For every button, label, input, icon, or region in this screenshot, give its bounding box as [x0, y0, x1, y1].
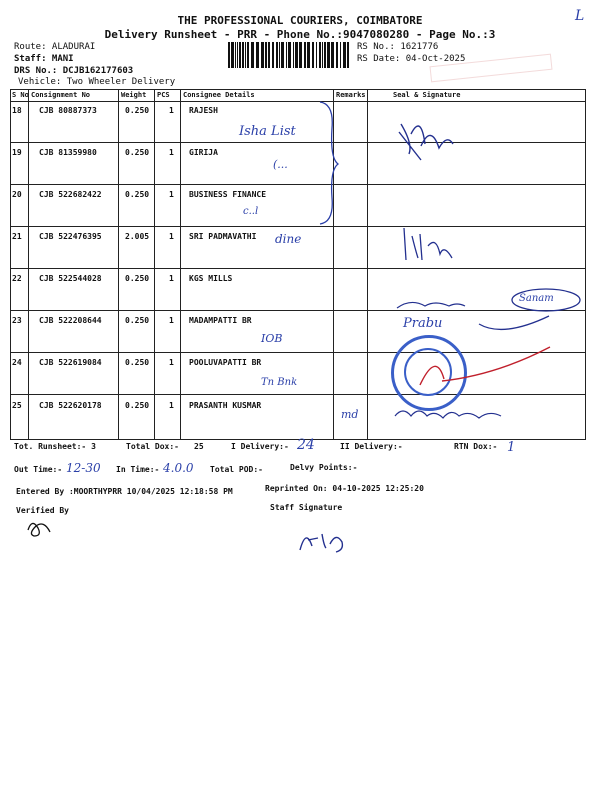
- row-pcs: 1: [169, 358, 174, 367]
- in-time-value: 4.0.0: [163, 461, 194, 475]
- out-time-value: 12-30: [66, 461, 101, 475]
- row-sno: 21: [12, 232, 22, 241]
- out-time-label: Out Time:-: [14, 465, 63, 474]
- rtn-dox-label: RTN Dox:-: [454, 442, 498, 451]
- in-time-label: In Time:-: [116, 465, 160, 474]
- row-handwritten-note: IOB: [261, 332, 283, 345]
- i-delivery-label: I Delivery:-: [231, 442, 289, 451]
- row-consignment: CJB 81359980: [39, 148, 97, 157]
- row-sno: 24: [12, 358, 22, 367]
- row-pcs: 1: [169, 190, 174, 199]
- staff-label: Staff: MANI: [14, 54, 74, 64]
- row-consignee: RAJESH: [189, 106, 218, 115]
- rs-date: RS Date: 04-Oct-2025: [357, 54, 466, 64]
- reprinted-on: Reprinted On: 04-10-2025 12:25:20: [265, 484, 424, 493]
- row-consignment: CJB 522476395: [39, 232, 102, 241]
- signature-name: Sanam: [519, 293, 554, 304]
- barcode: [227, 42, 351, 68]
- row-consignment: CJB 522682422: [39, 190, 102, 199]
- col-header-consignee: Consignee Details: [183, 91, 255, 99]
- staff-signature-label: Staff Signature: [270, 503, 343, 512]
- rs-number: RS No.: 1621776: [357, 42, 439, 52]
- row-weight: 0.250: [125, 316, 150, 325]
- row-sno: 23: [12, 316, 22, 325]
- signature-name: Prabu: [403, 316, 443, 331]
- signature-scribble: [391, 104, 481, 164]
- row-consignee: POOLUVAPATTI BR: [189, 358, 262, 367]
- tot-runsheet: Tot. Runsheet:- 3: [14, 442, 96, 451]
- col-header-weight: Weight: [121, 91, 147, 99]
- delivery-table: [10, 89, 586, 440]
- remarks-initials: md: [341, 408, 359, 421]
- row-pcs: 1: [169, 316, 174, 325]
- row-sno: 22: [12, 274, 22, 283]
- total-dox-label: Total Dox:-: [126, 442, 179, 451]
- row-handwritten-note: Isha List: [239, 124, 296, 139]
- route-label: Route: ALADURAI: [14, 42, 96, 52]
- row-weight: 0.250: [125, 358, 150, 367]
- row-weight: 0.250: [125, 274, 150, 283]
- drs-number: DRS No.: DCJB162177603: [14, 66, 134, 76]
- row-handwritten-note: (...: [273, 158, 288, 171]
- col-header-remarks: Remarks: [336, 91, 366, 99]
- row-consignment: CJB 522544028: [39, 274, 102, 283]
- col-header-pcs: PCS: [157, 91, 170, 99]
- col-header-sno: S No: [12, 91, 29, 99]
- row-weight: 0.250: [125, 401, 150, 410]
- ii-delivery-label: II Delivery:-: [340, 442, 403, 451]
- col-header-consignment: Consignment No: [31, 91, 91, 99]
- signature-scribble: [396, 224, 466, 264]
- total-dox-value: 25: [194, 442, 204, 451]
- row-sno: 19: [12, 148, 22, 157]
- row-consignee: GIRIJA: [189, 148, 218, 157]
- row-weight: 0.250: [125, 106, 150, 115]
- row-sno: 20: [12, 190, 22, 199]
- delvy-points-label: Delvy Points:-: [290, 463, 358, 472]
- row-consignee: PRASANTH KUSMAR: [189, 401, 262, 410]
- row-consignment: CJB 522620178: [39, 401, 102, 410]
- row-consignment: CJB 522208644: [39, 316, 102, 325]
- entered-by: Entered By :MOORTHYPRR 10/04/2025 12:18:58 PM: [16, 487, 233, 496]
- i-delivery-value: 24: [297, 437, 315, 453]
- row-consignee: BUSINESS FINANCE: [189, 190, 267, 199]
- col-header-seal: Seal & Signature: [393, 91, 461, 99]
- seal-stroke: [416, 345, 556, 395]
- handwritten-brace: [316, 98, 346, 228]
- row-consignment: CJB 522619084: [39, 358, 102, 367]
- vehicle-label: Vehicle: Two Wheeler Delivery: [18, 77, 176, 87]
- row-pcs: 1: [169, 232, 174, 241]
- row-pcs: 1: [169, 106, 174, 115]
- total-pod-label: Total POD:-: [210, 465, 263, 474]
- row-consignee: MADAMPATTI BR: [189, 316, 252, 325]
- row-consignee: KGS MILLS: [189, 274, 233, 283]
- row-pcs: 1: [169, 274, 174, 283]
- row-weight: 0.250: [125, 148, 150, 157]
- rtn-dox-value: 1: [507, 440, 516, 455]
- row-handwritten-note: c..l: [243, 206, 259, 217]
- verifier-signature: [24, 516, 54, 540]
- row-weight: 0.250: [125, 190, 150, 199]
- row-handwritten-note: Tn Bnk: [261, 377, 298, 388]
- row-pcs: 1: [169, 148, 174, 157]
- row-handwritten-note: dine: [275, 232, 302, 246]
- signature-tail: [473, 312, 553, 336]
- document-subtitle: Delivery Runsheet - PRR - Phone No.:9047080280 - Page No.:3: [104, 28, 496, 41]
- row-consignee: SRI PADMAVATHI: [189, 232, 257, 241]
- staff-signature: [292, 524, 352, 556]
- row-consignment: CJB 80887373: [39, 106, 97, 115]
- row-sno: 25: [12, 401, 22, 410]
- document-title: THE PROFESSIONAL COURIERS, COIMBATORE: [177, 14, 423, 27]
- row-weight: 2.005: [125, 232, 150, 241]
- verified-by-label: Verified By: [16, 506, 69, 515]
- row-pcs: 1: [169, 401, 174, 410]
- corner-mark: L: [575, 8, 585, 24]
- row-sno: 18: [12, 106, 22, 115]
